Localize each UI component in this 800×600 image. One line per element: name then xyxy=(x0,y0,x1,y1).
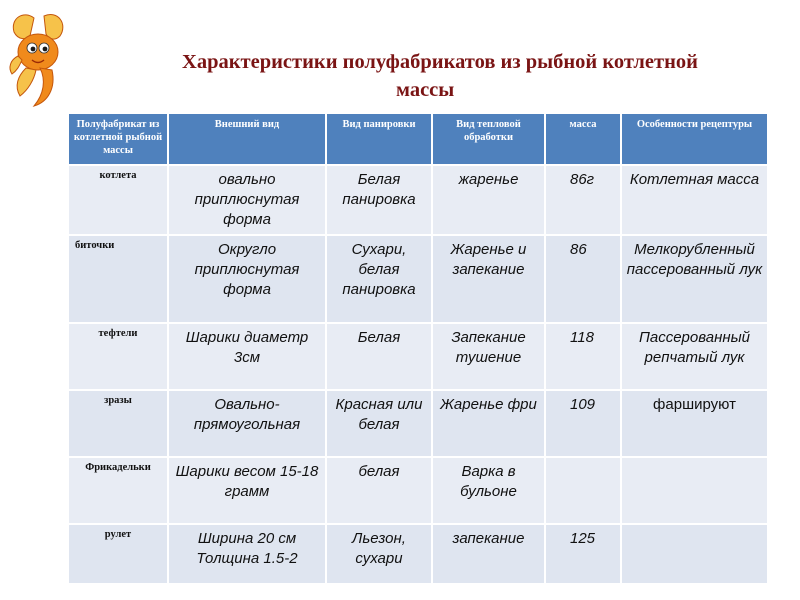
appearance-cell: Овально-прямоугольная xyxy=(168,390,326,457)
mass-cell: 109 xyxy=(545,390,621,457)
breading-cell: Красная или белая xyxy=(326,390,432,457)
page-title-line-2: массы xyxy=(396,79,455,101)
mass-cell: 125 xyxy=(545,524,621,584)
heat-treatment-cell: жаренье xyxy=(432,165,545,235)
heat-treatment-cell: Жаренье фри xyxy=(432,390,545,457)
column-header-product: Полуфабрикат из котлетной рыбной массы xyxy=(68,113,168,165)
recipe-cell: Мелкорубленный пассерованный лук xyxy=(621,235,768,323)
table-row xyxy=(68,165,768,235)
appearance-cell: Ширина 20 см Толщина 1.5-2 xyxy=(168,524,326,584)
appearance-cell: овально приплюснутая форма xyxy=(168,165,326,235)
column-header-appearance: Внешний вид xyxy=(168,113,326,165)
heat-treatment-cell: Варка в бульоне xyxy=(432,457,545,524)
table-row xyxy=(68,390,768,457)
appearance-cell: Шарики весом 15-18 грамм xyxy=(168,457,326,524)
product-name-cell: Фрикадельки xyxy=(68,457,168,524)
goldfish-icon xyxy=(4,10,72,108)
appearance-cell: Округло приплюснутая форма xyxy=(168,235,326,323)
breading-cell: белая xyxy=(326,457,432,524)
product-name-cell: биточки xyxy=(68,235,168,323)
product-name-cell: тефтели xyxy=(68,323,168,390)
product-name-cell: рулет xyxy=(68,524,168,584)
table-row xyxy=(68,235,768,323)
recipe-cell: Пассерованный репчатый лук xyxy=(621,323,768,390)
heat-treatment-cell: запекание xyxy=(432,524,545,584)
recipe-cell: Котлетная масса xyxy=(621,165,768,235)
table-row xyxy=(68,457,768,524)
recipe-cell: фаршируют xyxy=(621,390,768,457)
page-title-line-1: Характеристики полуфабрикатов из рыбной котлетной xyxy=(182,51,698,73)
mass-cell: 86 xyxy=(545,235,621,323)
mass-cell xyxy=(545,457,621,524)
breading-cell: Белая xyxy=(326,323,432,390)
table-row xyxy=(68,323,768,390)
product-name-cell: котлета xyxy=(68,165,168,235)
mass-cell: 86г xyxy=(545,165,621,235)
product-name-cell: зразы xyxy=(68,390,168,457)
heat-treatment-cell: Жаренье и запекание xyxy=(432,235,545,323)
page-title xyxy=(110,48,770,104)
column-header-recipe: Особенности рецептуры xyxy=(621,113,768,165)
breading-cell: Белая панировка xyxy=(326,165,432,235)
column-header-mass: масса xyxy=(545,113,621,165)
breading-cell: Льезон, сухари xyxy=(326,524,432,584)
characteristics-table xyxy=(67,112,769,585)
column-header-breading: Вид панировки xyxy=(326,113,432,165)
mass-cell: 118 xyxy=(545,323,621,390)
column-header-heat-treatment: Вид тепловой обработки xyxy=(432,113,545,165)
breading-cell: Сухари, белая панировка xyxy=(326,235,432,323)
table-header-row xyxy=(68,113,768,165)
recipe-cell xyxy=(621,457,768,524)
heat-treatment-cell: Запекание тушение xyxy=(432,323,545,390)
recipe-cell xyxy=(621,524,768,584)
appearance-cell: Шарики диаметр 3см xyxy=(168,323,326,390)
table-row xyxy=(68,524,768,584)
